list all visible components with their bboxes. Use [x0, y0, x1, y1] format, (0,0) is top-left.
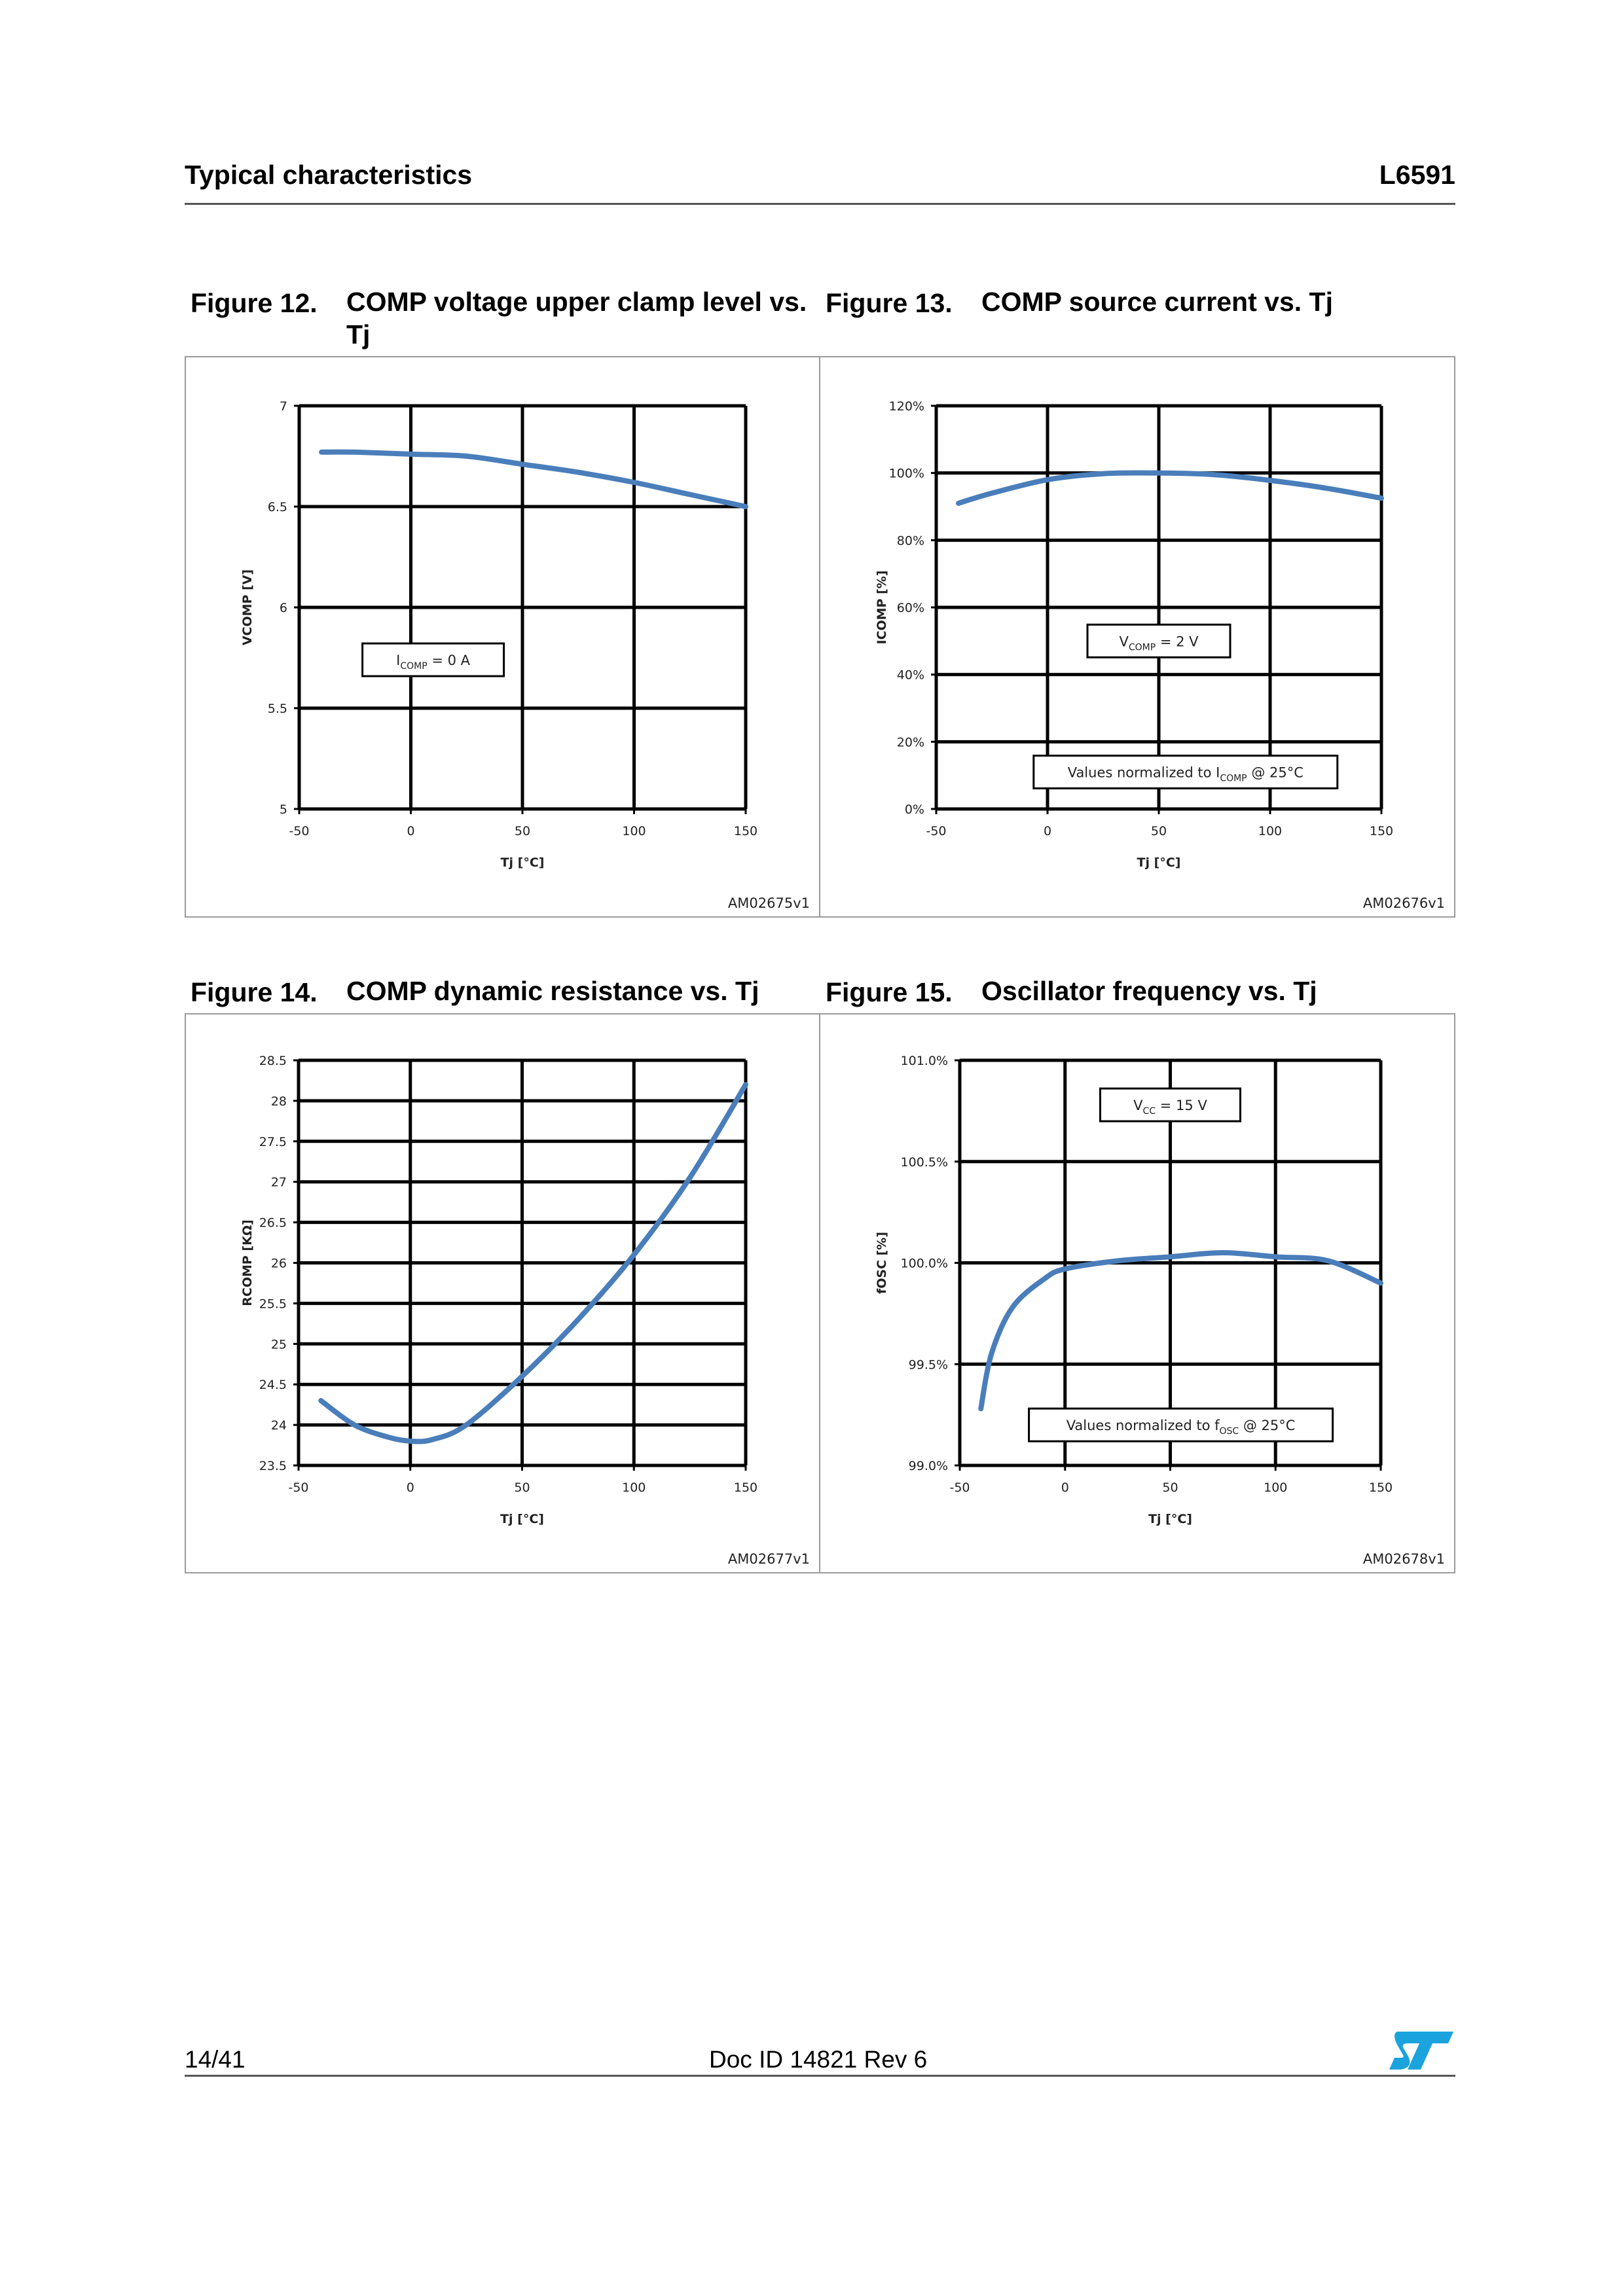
y-tick-label: 28.5	[259, 1054, 287, 1068]
annotation-text: $V_{CC} = 15$ V	[1133, 1098, 1207, 1117]
y-tick-label: 25	[270, 1337, 287, 1352]
x-tick-label: 100	[622, 824, 646, 838]
figure-15-panel	[819, 1013, 1455, 1573]
y-tick-label: 24	[270, 1418, 287, 1433]
annotation-text: Values normalized to $f_{OSC}$ @ 25°C	[1066, 1418, 1296, 1437]
figure-12-id: AM02675v1	[727, 895, 810, 911]
y-tick-label: 6	[279, 601, 287, 615]
data-point	[522, 464, 523, 465]
y-tick-label: 99.0%	[908, 1459, 948, 1473]
figure-15-number: Figure 15.	[826, 977, 953, 1007]
y-tick-label: 5.5	[267, 702, 287, 716]
x-tick-label: 50	[1162, 1480, 1178, 1495]
y-tick-label: 60%	[896, 601, 924, 615]
data-point	[1012, 1307, 1013, 1308]
x-tick-label: 100	[622, 1480, 646, 1495]
y-tick-label: 20%	[896, 735, 924, 750]
series-line	[981, 1253, 1381, 1408]
y-tick-label: 27	[270, 1175, 287, 1190]
x-tick-label: 50	[514, 1480, 530, 1495]
header-rule	[185, 203, 1455, 205]
figure-13-title: COMP source current vs. Tj	[981, 287, 1333, 317]
figure-13-panel	[819, 356, 1455, 918]
x-tick-label: 0	[407, 824, 415, 838]
y-tick-label: 7	[279, 399, 287, 414]
y-tick-label: 120%	[888, 399, 924, 414]
x-tick-label: 150	[1369, 824, 1394, 838]
y-axis-label: ICOMP [%]	[875, 570, 889, 645]
data-point	[354, 1425, 355, 1426]
x-tick-label: 50	[1150, 824, 1167, 838]
y-tick-label: 26	[270, 1256, 287, 1271]
x-tick-label: 150	[733, 1480, 758, 1495]
part-number: L6591	[1379, 160, 1455, 190]
y-tick-label: 5	[279, 802, 287, 817]
y-tick-label: 101.0%	[900, 1054, 948, 1068]
figure-14-panel	[185, 1013, 820, 1573]
x-tick-label: -50	[288, 1480, 309, 1495]
y-tick-label: 100.5%	[900, 1155, 948, 1170]
figure-12-title: COMP voltage upper clamp level vs. Tj	[346, 287, 807, 350]
x-tick-label: -50	[926, 824, 947, 838]
figure-12-number: Figure 12.	[191, 288, 318, 318]
data-point	[578, 472, 579, 473]
x-tick-label: 150	[1368, 1480, 1393, 1495]
figure-15-chart	[820, 1014, 1457, 1575]
y-tick-label: 24.5	[259, 1378, 287, 1393]
annotation-text: $V_{COMP} = 2$ V	[1119, 634, 1199, 653]
y-tick-label: 100.0%	[900, 1256, 948, 1271]
x-axis-label: Tj [°C]	[500, 855, 545, 870]
series-line	[321, 452, 746, 507]
data-point	[577, 1319, 578, 1320]
figure-15-title: Oscillator frequency vs. Tj	[981, 976, 1317, 1006]
figure-14-title: COMP dynamic resistance vs. Tj	[346, 976, 759, 1006]
y-tick-label: 25.5	[259, 1297, 287, 1312]
x-tick-label: 150	[733, 824, 758, 838]
data-point	[466, 456, 467, 457]
y-tick-label: 28	[270, 1094, 287, 1109]
y-axis-label: fOSC [%]	[875, 1231, 889, 1295]
y-axis-label: RCOMP [KΩ]	[240, 1219, 255, 1306]
y-tick-label: 99.5%	[908, 1357, 948, 1372]
annotation-text: $I_{COMP} = 0$ A	[396, 653, 471, 672]
x-tick-label: 100	[1258, 824, 1283, 838]
y-tick-label: 40%	[896, 668, 924, 683]
series-line	[958, 473, 1381, 503]
figure-13-chart	[820, 357, 1457, 919]
figure-12-chart	[186, 357, 822, 919]
y-tick-label: 0%	[904, 802, 924, 817]
page-number: 14/41	[185, 2046, 246, 2073]
x-tick-label: 100	[1264, 1480, 1288, 1495]
x-tick-label: 50	[514, 824, 531, 838]
x-axis-label: Tj [°C]	[1137, 855, 1181, 870]
y-tick-label: 6.5	[267, 500, 287, 514]
y-tick-label: 100%	[888, 466, 924, 481]
footer-rule	[185, 2075, 1455, 2077]
figure-14-chart	[186, 1014, 822, 1575]
x-tick-label: 0	[1043, 824, 1052, 838]
section-title: Typical characteristics	[185, 160, 473, 190]
data-point	[689, 1177, 690, 1178]
annotation-text: Values normalized to $I_{COMP}$ @ 25°C	[1067, 764, 1304, 784]
y-axis-label: VCOMP [V]	[240, 569, 255, 646]
x-tick-label: -50	[949, 1480, 970, 1495]
figure-12-panel	[185, 356, 820, 918]
x-axis-label: Tj [°C]	[500, 1512, 544, 1526]
st-logo-icon	[1388, 2029, 1456, 2072]
data-point	[432, 1439, 433, 1440]
y-tick-label: 80%	[896, 533, 924, 548]
y-tick-label: 27.5	[259, 1134, 287, 1149]
data-point	[466, 1425, 467, 1426]
x-tick-label: -50	[289, 824, 310, 838]
figure-15-id: AM02678v1	[1362, 1551, 1445, 1567]
figure-13-number: Figure 13.	[826, 288, 953, 318]
data-point	[1103, 473, 1104, 474]
doc-id: Doc ID 14821 Rev 6	[709, 2046, 928, 2073]
x-tick-label: 0	[1061, 1480, 1069, 1495]
data-point	[1381, 498, 1382, 499]
figure-14-id: AM02677v1	[727, 1551, 810, 1567]
figure-14-number: Figure 14.	[191, 977, 318, 1007]
x-axis-label: Tj [°C]	[1148, 1512, 1192, 1526]
data-point	[689, 494, 690, 495]
figure-13-id: AM02676v1	[1362, 895, 1445, 911]
y-tick-label: 23.5	[259, 1459, 287, 1473]
x-tick-label: 0	[406, 1480, 414, 1495]
y-tick-label: 26.5	[259, 1215, 287, 1230]
